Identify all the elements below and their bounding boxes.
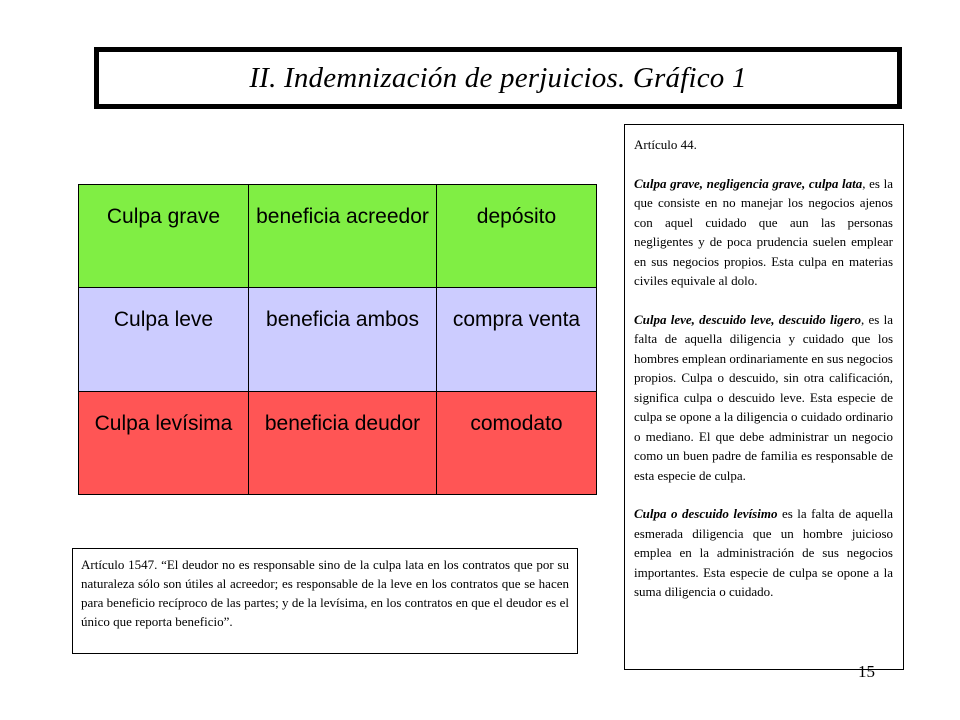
- cell-contrato: depósito: [437, 185, 597, 288]
- slide-title: II. Indemnización de perjuicios. Gráfico 1: [249, 61, 747, 94]
- definition-text: , es la falta de aquella diligencia y cuidado que los hombres emplean ordinariamente en sus negocios propios. Culpa o descuido, sin otra calificación, significa culpa o descuido leve. Esta especie de culpa se opone a la diligencia o cuidado ordinario o mediano. El que debe administrar un negocio como un buen padre de familia es responsable de esta especie de culpa.: [634, 311, 893, 483]
- cell-beneficio: beneficia deudor: [249, 391, 437, 494]
- article-44-paragraph-levisima: [634, 504, 893, 602]
- cell-beneficio: beneficia acreedor: [249, 185, 437, 288]
- cell-beneficio: beneficia ambos: [249, 288, 437, 391]
- title-box: [94, 47, 902, 109]
- article-44-paragraph-leve: [634, 310, 893, 486]
- term-culpa-grave: Culpa grave, negligencia grave, culpa lata: [634, 175, 863, 191]
- cell-contrato: comodato: [437, 391, 597, 494]
- page-number: 15: [858, 662, 875, 681]
- cell-culpa: Culpa leve: [79, 288, 249, 391]
- article-44-paragraph-grave: [634, 174, 893, 291]
- article-44-box: [624, 124, 904, 670]
- article-44-heading: Artículo 44.: [634, 137, 697, 152]
- cell-contrato: compra venta: [437, 288, 597, 391]
- term-culpa-leve: Culpa leve, descuido leve, descuido ligero: [634, 311, 862, 327]
- definition-text: , es la que consiste en no manejar los negocios ajenos con aquel cuidado que aun las personas negligentes y de poca prudencia suelen emplear en sus negocios propios. Esta culpa en materias civiles equivale al dolo.: [634, 175, 893, 288]
- definition-text: es la falta de aquella esmerada diligencia que un hombre juicioso emplea en la administración de sus negocios importantes. Esta especie de culpa se opone a la suma diligencia o cuidado.: [634, 506, 894, 599]
- table-row-grave: [79, 185, 597, 288]
- table-row-levisima: [79, 391, 597, 494]
- article-1547-box: Artículo 1547. “El deudor no es responsable sino de la culpa lata en los contratos que por su naturaleza sólo son útiles al acreedor; es responsable de la leve en los contratos que se hacen para beneficio recíproco de las partes; y de la levísima, en los contratos en que el deudor es el único que reporta beneficio”.: [72, 548, 578, 654]
- cell-culpa: Culpa levísima: [79, 391, 249, 494]
- term-culpa-levisima: Culpa o descuido levísimo: [634, 506, 778, 521]
- culpa-table: [78, 184, 597, 495]
- cell-culpa: Culpa grave: [79, 185, 249, 288]
- table-row-leve: [79, 288, 597, 391]
